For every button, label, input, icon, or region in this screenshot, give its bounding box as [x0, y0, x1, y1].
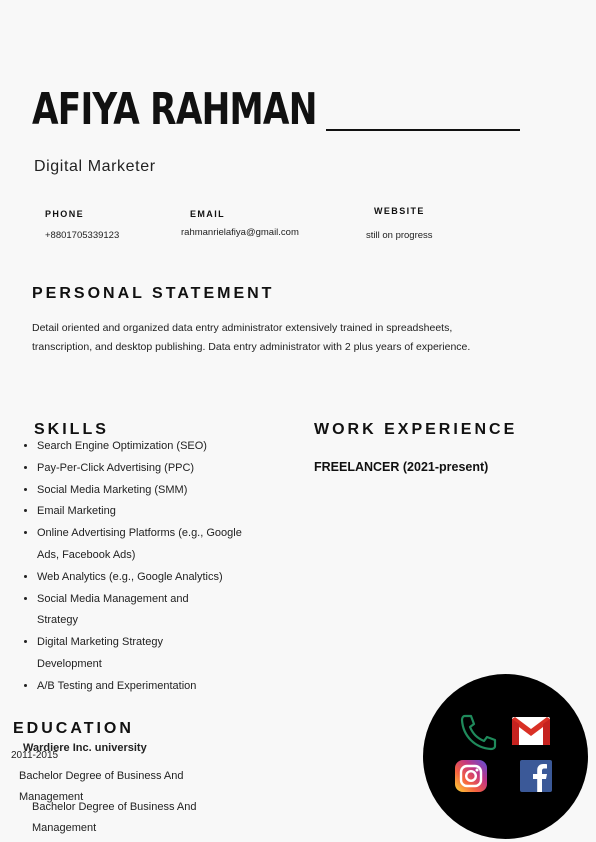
- phone-value: +8801705339123: [45, 230, 120, 241]
- header-divider: [326, 129, 520, 131]
- phone-icon[interactable]: [457, 712, 499, 752]
- education-degree: Bachelor Degree of Business And Management: [32, 801, 197, 834]
- education-degree: Bachelor Degree of Business And Management: [19, 770, 184, 803]
- skill-item: • Search Engine Optimization (SEO): [37, 436, 287, 458]
- skills-list: [22, 436, 287, 698]
- statement-heading: PERSONAL STATEMENT: [32, 285, 275, 302]
- skill-item: • Pay-Per-Click Advertising (PPC): [37, 458, 287, 480]
- skill-item: • Email Marketing: [37, 501, 287, 523]
- education-years: 2011-2015: [11, 750, 59, 761]
- job-entry: FREELANCER (2021-present): [314, 460, 489, 474]
- skill-item: • Social Media Marketing (SMM): [37, 480, 287, 502]
- gmail-icon[interactable]: [511, 716, 551, 746]
- skill-item: • Web Analytics (e.g., Google Analytics): [37, 567, 287, 589]
- candidate-name: AFIYA RAHMAN: [32, 84, 317, 135]
- phone-label: PHONE: [45, 209, 85, 219]
- skill-item: • Social Media Management and Strategy: [37, 589, 222, 633]
- skill-item: • A/B Testing and Experimentation: [37, 676, 287, 698]
- website-label: WEBSITE: [374, 206, 425, 216]
- skills-heading: SKILLS: [34, 421, 109, 438]
- email-label: EMAIL: [190, 209, 225, 219]
- facebook-icon[interactable]: [520, 760, 552, 792]
- job-title: Digital Marketer: [34, 158, 156, 175]
- social-links-circle: [423, 674, 588, 839]
- education-school: Wardiere Inc. university: [23, 742, 147, 754]
- statement-text: Detail oriented and organized data entry administrator extensively trained in spreadsheets, transcription, and desktop publishing. Data entry administrator with 2 plus years of experience.: [32, 322, 471, 353]
- skill-item: • Online Advertising Platforms (e.g., Google Ads, Facebook Ads): [37, 523, 242, 567]
- email-value: rahmanrielafiya@gmail.com: [181, 227, 299, 238]
- website-value: still on progress: [366, 230, 433, 241]
- education-heading: EDUCATION: [13, 720, 134, 737]
- work-heading: WORK EXPERIENCE: [314, 421, 518, 438]
- instagram-icon[interactable]: [455, 760, 487, 792]
- skill-item: • Digital Marketing Strategy Development: [37, 632, 197, 676]
